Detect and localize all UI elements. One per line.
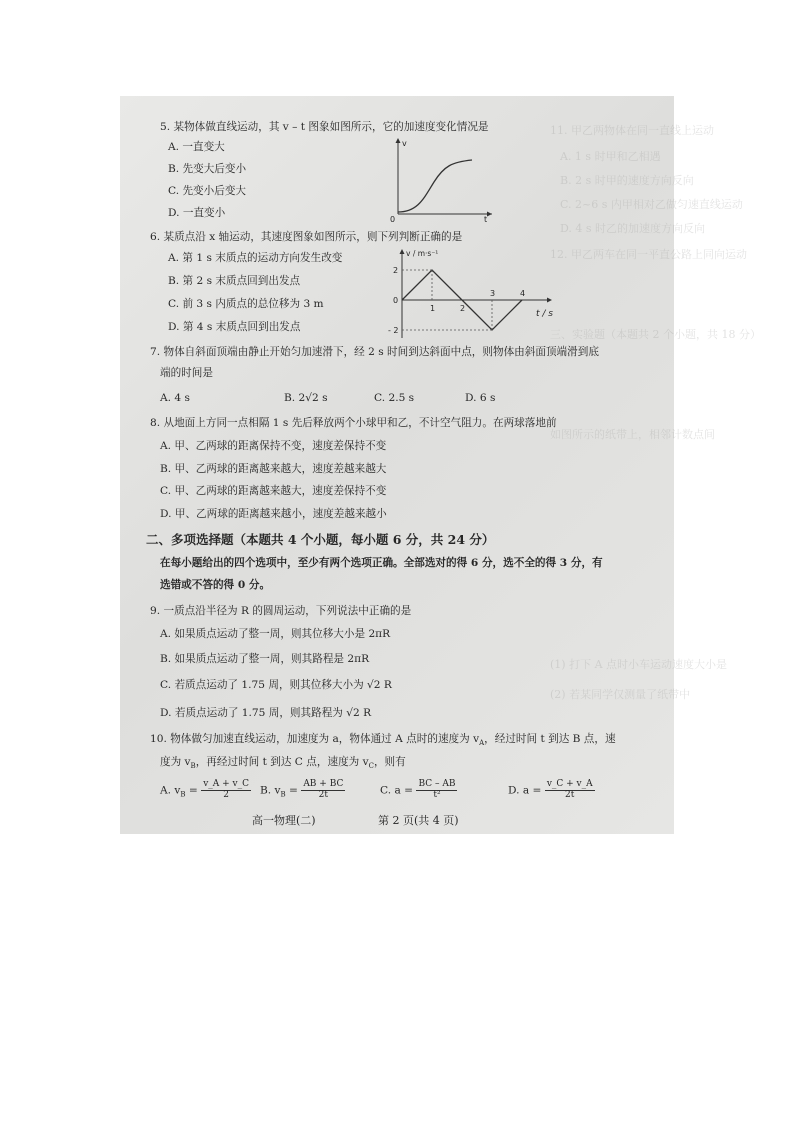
bleed-through-text: (2) 若某同学仅测量了纸带中: [550, 688, 691, 701]
q7-option-d: D. 6 s: [465, 392, 496, 404]
q6-x-tick-2: 3: [490, 289, 496, 298]
q6-option-a: A. 第 1 s 末质点的运动方向发生改变: [168, 252, 343, 264]
q9-option-d: D. 若质点运动了 1.75 周，则其路程为 √2 R: [160, 707, 372, 719]
q8-option-a: A. 甲、乙两球的距离保持不变，速度差保持不变: [160, 440, 387, 452]
q6-x-tick-0: 1: [430, 304, 436, 313]
q5-stem: 5. 某物体做直线运动，其 v – t 图象如图所示，它的加速度变化情况是: [160, 121, 489, 133]
q7-stem-line1: 7. 物体自斜面顶端由静止开始匀加速滑下，经 2 s 时间到达斜面中点，则物体由斜面顶端滑到底: [150, 346, 599, 358]
bleed-through-text: A. 1 s 时甲和乙相遇: [560, 150, 661, 163]
q10-option-a: A. $v_B$ = $\frac{v\_A + v\_C}{2}$: [160, 779, 250, 800]
q10-option-d: D. a = $\frac{v\_C + v\_A}{2t}$: [508, 779, 593, 800]
section2-instruction-line1: 在每小题给出的四个选项中，至少有两个选项正确。全部选对的得 6 分，选不全的得 3 分，有: [160, 557, 603, 569]
q6-y-label: v / m·s⁻¹: [406, 249, 439, 258]
q6-x-tick-3: 4: [520, 289, 526, 298]
q6-stem: 6. 某质点沿 x 轴运动，其速度图象如图所示，则下列判断正确的是: [150, 231, 463, 243]
q9-option-a: A. 如果质点运动了整一周，则其位移大小是 2πR: [160, 628, 391, 640]
q8-option-c: C. 甲、乙两球的距离越来越大，速度差保持不变: [160, 485, 387, 497]
q6-y-tick-2: - 2: [388, 326, 399, 335]
q10-option-b: B. $v_B$ = $\frac{AB + BC}{2t}$: [260, 779, 344, 800]
q7-option-c: C. 2.5 s: [374, 392, 415, 404]
q5-option-b: B. 先变大后变小: [168, 163, 247, 175]
q8-stem: 8. 从地面上方同一点相隔 1 s 先后释放两个小球甲和乙，不计空气阻力。在两球落地前: [150, 417, 557, 429]
q7-option-a: A. 4 s: [160, 392, 190, 404]
bleed-through-text: C. 2~6 s 内甲相对乙做匀速直线运动: [560, 198, 743, 211]
footer-subject: 高一物理(二): [252, 814, 316, 827]
q6-x-label: t / s: [536, 309, 553, 319]
footer-page-number: 第 2 页(共 4 页): [378, 814, 459, 827]
q5-vt-graph: [388, 134, 498, 222]
q5-option-c: C. 先变小后变大: [168, 185, 247, 197]
q5-y-arrow: [396, 138, 401, 143]
q10-stem-line1: 10. 物体做匀加速直线运动，加速度为 a，物体通过 A 点时的速度为 $v_A$，经过时间 t 到达 B 点，速: [150, 733, 616, 748]
q5-option-a: A. 一直变大: [168, 141, 225, 153]
bleed-through-text: 12. 甲乙两车在同一平直公路上同向运动: [550, 248, 747, 261]
section2-title: 二、多项选择题（本题共 4 个小题，每小题 6 分，共 24 分）: [146, 532, 495, 547]
q6-x-arrow: [547, 298, 552, 303]
q6-x-tick-1: 2: [460, 304, 466, 313]
photographed-exam-page: [120, 96, 761, 834]
q6-option-b: B. 第 2 s 末质点回到出发点: [168, 275, 301, 287]
bleed-through-text: 11. 甲乙两物体在同一直线上运动: [550, 124, 714, 137]
q8-option-d: D. 甲、乙两球的距离越来越小，速度差越来越小: [160, 508, 387, 520]
q5-option-d: D. 一直变小: [168, 207, 226, 219]
q10-stem-line2: 度为 $v_B$，再经过时间 t 到达 C 点，速度为 $v_C$，则有: [160, 756, 406, 771]
q6-y-tick-1: 0: [393, 296, 399, 305]
q5-origin: 0: [390, 215, 396, 224]
q9-option-b: B. 如果质点运动了整一周，则其路程是 2πR: [160, 653, 370, 665]
q5-y-label: v: [402, 139, 407, 148]
q6-y-tick-0: 2: [393, 266, 399, 275]
bleed-through-text: B. 2 s 时甲的速度方向反向: [560, 174, 694, 187]
q5-x-arrow: [487, 212, 492, 217]
q6-vt-graph: [388, 244, 560, 340]
q6-option-c: C. 前 3 s 内质点的总位移为 3 m: [168, 298, 324, 310]
q9-stem: 9. 一质点沿半径为 R 的圆周运动，下列说法中正确的是: [150, 605, 412, 617]
q10-option-c: C. a = $\frac{BC - AB}{\text{t²}}$: [380, 779, 456, 800]
q5-x-label: t: [484, 215, 488, 224]
q6-y-arrow: [400, 249, 405, 254]
bleed-through-text: 如图所示的纸带上，相邻计数点间: [550, 428, 715, 441]
q8-option-b: B. 甲、乙两球的距离越来越大，速度差越来越大: [160, 463, 387, 475]
bleed-through-text: D. 4 s 时乙的加速度方向反向: [560, 222, 706, 235]
q6-option-d: D. 第 4 s 末质点回到出发点: [168, 321, 301, 333]
q9-option-c: C. 若质点运动了 1.75 周，则其位移大小为 √2 R: [160, 679, 392, 691]
bleed-through-text: (1) 打下 A 点时小车运动速度大小是: [550, 658, 728, 671]
bleed-through-text: 三、实验题（本题共 2 个小题，共 18 分）: [550, 328, 761, 341]
section2-instruction-line2: 选错或不答的得 0 分。: [160, 579, 271, 591]
q7-stem-line2: 端的时间是: [160, 367, 213, 379]
q5-curve: [398, 160, 472, 212]
q7-option-b: B. 2√2 s: [284, 392, 328, 404]
